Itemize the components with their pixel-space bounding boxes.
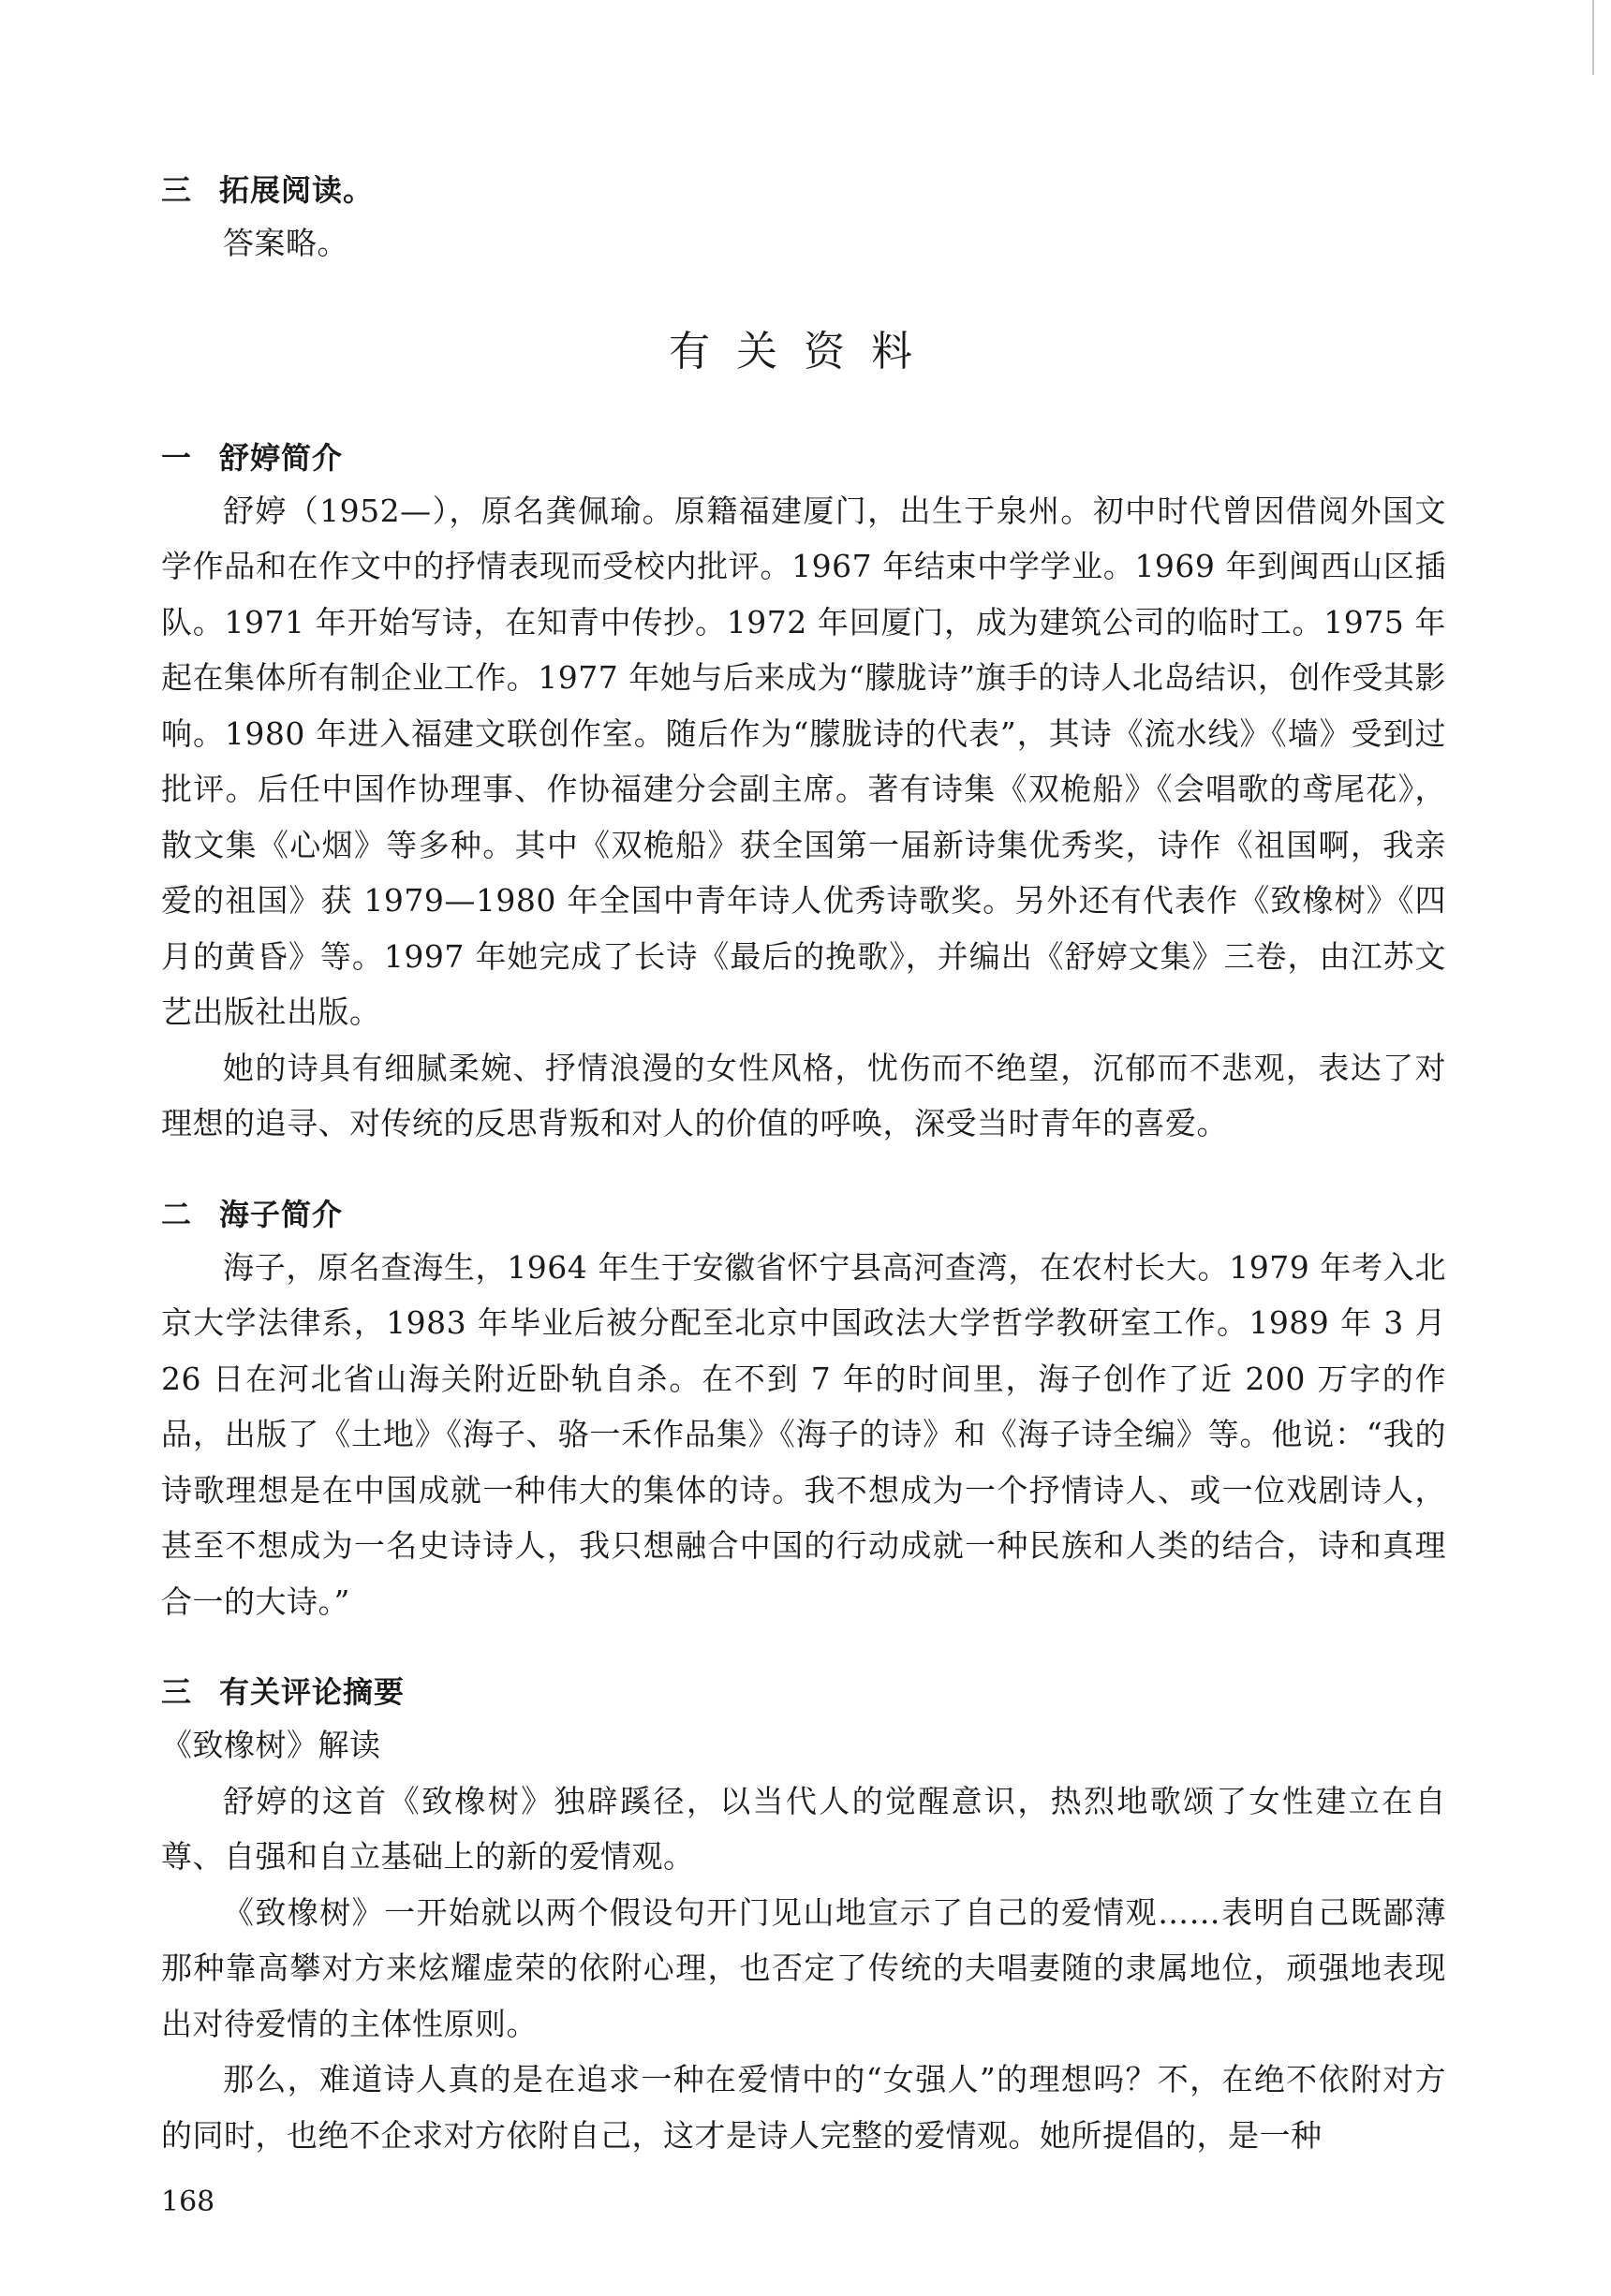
- answer-text: 答案略。: [223, 225, 348, 261]
- section-title: 海子简介: [219, 1196, 344, 1232]
- section-number: 三: [161, 172, 193, 208]
- page-content: [161, 165, 1446, 2163]
- paragraph-shuting-bio: 舒婷（1952—），原名龚佩瑜。原籍福建厦门，出生于泉州。初中时代曾因借阅外国文学作品和在作文中的抒情表现而受校内批评。1967 年结束中学学业。1969 年到闽西山区插队。1971 年开始写诗，在知青中传抄。1972 年回厦门，成为建筑公司的临时工。1975 年起在集体所有制企业工作。1977 年她与后来成为“朦胧诗”旗手的诗人北岛结识，创作受其影响。1980 年进入福建文联创作室。随后作为“朦胧诗的代表”，其诗《流水线》《墙》受到过批评。后任中国作协理事、作协福建分会副主席。著有诗集《双桅船》《会唱歌的鸢尾花》，散文集《心烟》等多种。其中《双桅船》获全国第一届新诗集优秀奖，诗作《祖国啊，我亲爱的祖国》获 1979—1980 年全国中青年诗人优秀诗歌奖。另外还有代表作《致橡树》《四月的黄昏》等。1997 年她完成了长诗《最后的挽歌》，并编出《舒婷文集》三卷，由江苏文艺出版社出版。: [161, 492, 1446, 1030]
- paragraph-review-2: 《致橡树》一开始就以两个假设句开门见山地宣示了自己的爱情观……表明自己既鄙薄那种靠高攀对方来炫耀虚荣的依附心理，也否定了传统的夫唱妻随的隶属地位，顽强地表现出对待爱情的主体性原则。: [161, 1893, 1446, 2042]
- section-number: 一: [161, 439, 193, 476]
- section-heading-shuting: [161, 433, 1446, 483]
- page-title: 有关资料: [669, 327, 939, 375]
- section-number: 三: [161, 1674, 193, 1710]
- paragraph-review-1: 舒婷的这首《致橡树》独辟蹊径，以当代人的觉醒意识，热烈地歌颂了女性建立在自尊、自强和自立基础上的新的爱情观。: [161, 1782, 1446, 1875]
- review-subtitle: 《致橡树》解读: [161, 1727, 381, 1763]
- section-number: 二: [161, 1196, 193, 1232]
- paragraph-haizi-bio: 海子，原名查海生，1964 年生于安徽省怀宁县高河查湾，在农村长大。1979 年考入北京大学法律系，1983 年毕业后被分配至北京中国政法大学哲学教研室工作。1989 年 3 月 26 日在河北省山海关附近卧轨自杀。在不到 7 年的时间里，海子创作了近 200 万字的作品，出版了《土地》《海子、骆一禾作品集》《海子的诗》和《海子诗全编》等。他说：“我的诗歌理想是在中国成就一种伟大的集体的诗。我不想成为一个抒情诗人、或一位戏剧诗人，甚至不想成为一名史诗诗人，我只想融合中国的行动成就一种民族和人类的结合，诗和真理合一的大诗。”: [161, 1248, 1446, 1620]
- paragraph-shuting-style: 她的诗具有细腻柔婉、抒情浪漫的女性风格，忧伤而不绝望，沉郁而不悲观，表达了对理想的追寻、对传统的反思背叛和对人的价值的呼唤，深受当时青年的喜爱。: [161, 1049, 1446, 1141]
- section-title: 舒婷简介: [219, 439, 344, 476]
- page-edge-line: [1592, 0, 1594, 75]
- section-title: 拓展阅读。: [219, 172, 375, 208]
- section-title: 有关评论摘要: [219, 1674, 406, 1710]
- section-heading-reviews: [161, 1667, 1446, 1717]
- section-heading-haizi: [161, 1189, 1446, 1240]
- page-number: 168: [161, 2186, 215, 2218]
- section-heading-extended-reading: [161, 165, 1446, 215]
- paragraph-review-3: 那么，难道诗人真的是在追求一种在爱情中的“女强人”的理想吗？不，在绝不依附对方的同时，也绝不企求对方依附自己，这才是诗人完整的爱情观。她所提倡的，是一种: [161, 2061, 1446, 2154]
